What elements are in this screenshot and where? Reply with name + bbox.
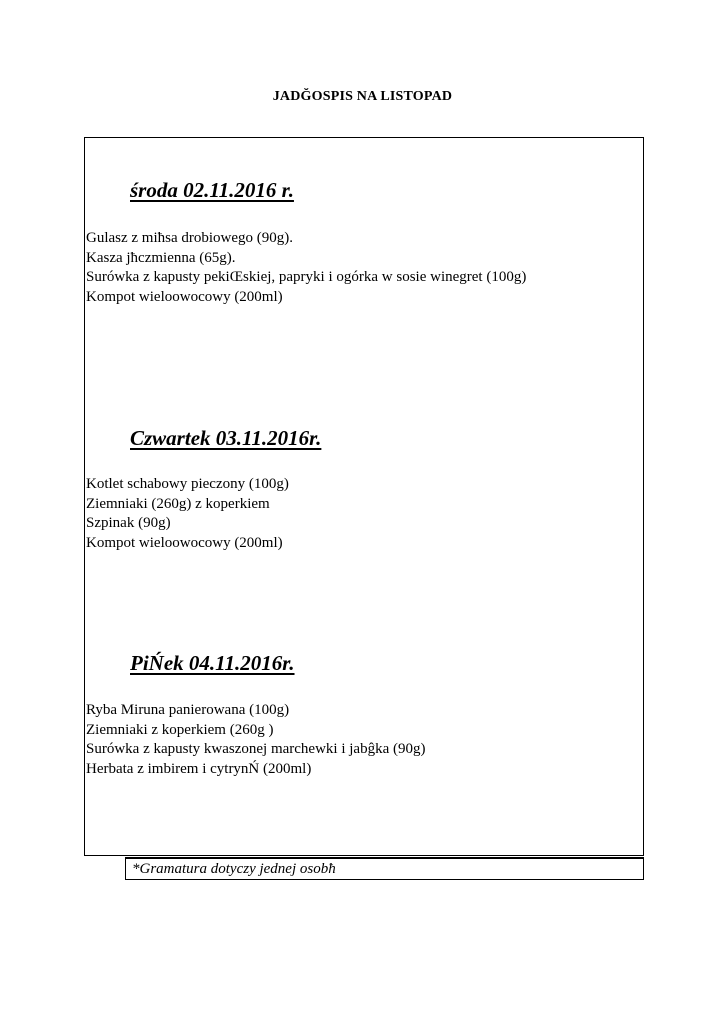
dish-item: Kompot wieloowocowy (200ml) <box>86 288 283 305</box>
dish-item: Kotlet schabowy pieczony (100g) <box>86 476 289 492</box>
dish-item: Ziemniaki z koperkiem (260g ) <box>86 721 274 738</box>
day-heading-friday: PiŃek 04.11.2016r. <box>130 651 295 675</box>
dish-list-thursday <box>86 475 289 553</box>
day-heading-wednesday: środa 02.11.2016 r. <box>130 178 294 202</box>
dish-item: Gulasz z miħsa drobiowego (90g). <box>86 230 294 246</box>
dish-list-wednesday <box>86 229 526 307</box>
dish-item: Kompot wieloowocowy (200ml) <box>86 534 283 551</box>
dish-list-friday <box>86 701 426 779</box>
document-title: JADĞOSPIS NA LISTOPAD <box>272 89 453 104</box>
dish-item: Ziemniaki (260g) z koperkiem <box>86 495 270 512</box>
footnote: *Gramatura dotyczy jednej osobħ <box>125 857 644 880</box>
dish-item: Kasza jħczmienna (65g). <box>86 249 236 266</box>
dish-item: Surówka z kapusty kwaszonej marchewki i jabĝka (90g) <box>86 741 426 757</box>
dish-item: Herbata z imbirem i cytrynŃ (200ml) <box>86 760 312 777</box>
day-heading-thursday: Czwartek 03.11.2016r. <box>130 426 322 450</box>
dish-item: Szpinak (90g) <box>86 515 171 531</box>
dish-item: Ryba Miruna panierowana (100g) <box>86 702 290 718</box>
dish-item: Surówka z kapusty pekiŒskiej, papryki i ogórka w sosie winegret (100g) <box>86 269 527 285</box>
